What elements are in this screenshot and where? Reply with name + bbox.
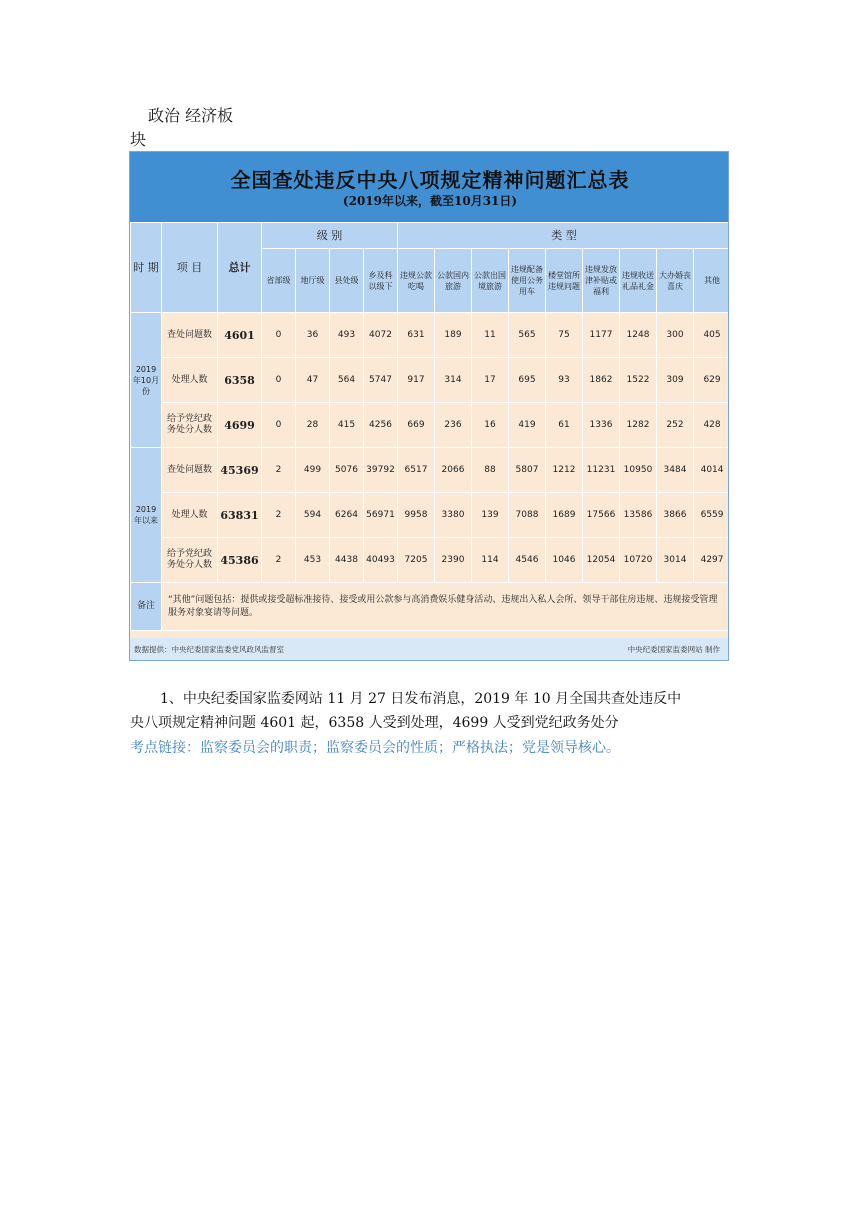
header-total: 总计 [218,223,262,313]
type-value: 428 [694,403,730,448]
section-heading-line1: 政治 经济板 [148,106,234,125]
period-label: 2019年以来 [131,448,162,583]
note-label: 备注 [131,583,162,631]
table-row [131,538,730,583]
type-value: 1212 [546,448,583,493]
type-value: 252 [657,403,694,448]
type-value: 3866 [657,493,694,538]
type-value: 631 [398,313,435,358]
type-value: 3380 [435,493,472,538]
type-value: 189 [435,313,472,358]
type-value: 3014 [657,538,694,583]
level-value: 594 [296,493,330,538]
type-value: 405 [694,313,730,358]
item-label: 处理人数 [162,358,218,403]
header-type-4: 楼堂馆所违规问题 [546,249,583,313]
header-type-3: 违规配备使用公务用车 [509,249,546,313]
table-row [131,313,730,358]
type-value: 6559 [694,493,730,538]
level-value: 4438 [330,538,364,583]
level-value: 415 [330,403,364,448]
type-value: 4014 [694,448,730,493]
type-value: 6517 [398,448,435,493]
type-value: 114 [472,538,509,583]
total-value: 45386 [218,538,262,583]
total-value: 4699 [218,403,262,448]
type-value: 17 [472,358,509,403]
type-value: 1046 [546,538,583,583]
type-value: 11231 [583,448,620,493]
summary-table-image [129,151,729,661]
level-value: 39792 [364,448,398,493]
type-value: 10720 [620,538,657,583]
header-type-7: 大办婚丧喜庆 [657,249,694,313]
header-level-2: 县处级 [330,249,364,313]
news-paragraph [130,687,730,735]
level-value: 5076 [330,448,364,493]
type-value: 1862 [583,358,620,403]
header-type-8: 其他 [694,249,730,313]
table-row [131,493,730,538]
table-row [131,448,730,493]
type-value: 5807 [509,448,546,493]
table-subtitle: (2019年以来，截至10月31日) [342,194,518,208]
level-value: 56971 [364,493,398,538]
level-value: 2 [262,448,296,493]
header-type-5: 违规发放津补贴或福利 [583,249,620,313]
total-value: 4601 [218,313,262,358]
level-value: 2 [262,538,296,583]
header-type-0: 违规公款吃喝 [398,249,435,313]
table-row [131,403,730,448]
type-value: 12054 [583,538,620,583]
type-value: 1689 [546,493,583,538]
level-value: 564 [330,358,364,403]
type-value: 300 [657,313,694,358]
header-type-1: 公款国内旅游 [435,249,472,313]
type-value: 419 [509,403,546,448]
level-value: 0 [262,403,296,448]
level-value: 6264 [330,493,364,538]
level-value: 493 [330,313,364,358]
level-value: 0 [262,358,296,403]
header-type-group: 类 型 [398,223,730,249]
table-maker: 中央纪委国家监委网站 制作 [627,645,720,654]
type-value: 4546 [509,538,546,583]
type-value: 2390 [435,538,472,583]
total-value: 45369 [218,448,262,493]
item-label: 处理人数 [162,493,218,538]
paragraph-line1: 1、中央纪委国家监委网站 11 月 27 日发布消息，2019 年 10 月全国共查处违反中 [160,691,682,707]
type-value: 2066 [435,448,472,493]
total-value: 63831 [218,493,262,538]
item-label: 查处问题数 [162,313,218,358]
header-period: 时 期 [131,223,162,313]
level-value: 4072 [364,313,398,358]
header-level-group: 级 别 [262,223,398,249]
type-value: 695 [509,358,546,403]
header-level-3: 乡及科以级下 [364,249,398,313]
type-value: 139 [472,493,509,538]
type-value: 565 [509,313,546,358]
type-value: 93 [546,358,583,403]
data-source: 数据提供：中央纪委国家监委党风政风监督室 [134,645,284,654]
exam-point-link: 考点链接：监察委员会的职责；监察委员会的性质；严格执法；党是领导核心。 [130,740,620,756]
total-value: 6358 [218,358,262,403]
header-type-6: 违规收送礼品礼金 [620,249,657,313]
type-value: 669 [398,403,435,448]
table-title: 全国查处违反中央八项规定精神问题汇总表 [230,168,630,192]
type-value: 1522 [620,358,657,403]
type-value: 7205 [398,538,435,583]
header-type-2: 公款出国境旅游 [472,249,509,313]
type-value: 236 [435,403,472,448]
type-value: 917 [398,358,435,403]
type-value: 61 [546,403,583,448]
level-value: 453 [296,538,330,583]
paragraph-line2: 央八项规定精神问题 4601 起，6358 人受到处理，4699 人受到党纪政务处分 [130,715,619,731]
level-value: 499 [296,448,330,493]
note-text: “其他”问题包括：提供或接受超标准接待、接受或用公款参与高消费娱乐健身活动、违规出入私人会所、领导干部住房违规、违规接受管理服务对象宴请等问题。 [162,583,730,631]
level-value: 40493 [364,538,398,583]
type-value: 16 [472,403,509,448]
level-value: 36 [296,313,330,358]
header-level-0: 省部级 [262,249,296,313]
type-value: 10950 [620,448,657,493]
type-value: 309 [657,358,694,403]
level-value: 4256 [364,403,398,448]
item-label: 给予党纪政务处分人数 [162,403,218,448]
header-level-1: 地厅级 [296,249,330,313]
type-value: 1248 [620,313,657,358]
type-value: 7088 [509,493,546,538]
type-value: 75 [546,313,583,358]
level-value: 0 [262,313,296,358]
type-value: 4297 [694,538,730,583]
table-footer [130,638,729,660]
type-value: 1336 [583,403,620,448]
section-heading [130,104,260,152]
period-label: 2019年10月份 [131,313,162,448]
type-value: 9958 [398,493,435,538]
type-value: 17566 [583,493,620,538]
level-value: 47 [296,358,330,403]
type-value: 11 [472,313,509,358]
item-label: 给予党纪政务处分人数 [162,538,218,583]
type-value: 629 [694,358,730,403]
type-value: 13586 [620,493,657,538]
section-heading-line2: 块 [130,130,147,149]
summary-table [130,222,729,631]
item-label: 查处问题数 [162,448,218,493]
table-row [131,358,730,403]
level-value: 5747 [364,358,398,403]
type-value: 1177 [583,313,620,358]
header-item: 项 目 [162,223,218,313]
level-value: 28 [296,403,330,448]
level-value: 2 [262,493,296,538]
type-value: 314 [435,358,472,403]
type-value: 3484 [657,448,694,493]
table-title-band [130,152,729,222]
type-value: 88 [472,448,509,493]
type-value: 1282 [620,403,657,448]
